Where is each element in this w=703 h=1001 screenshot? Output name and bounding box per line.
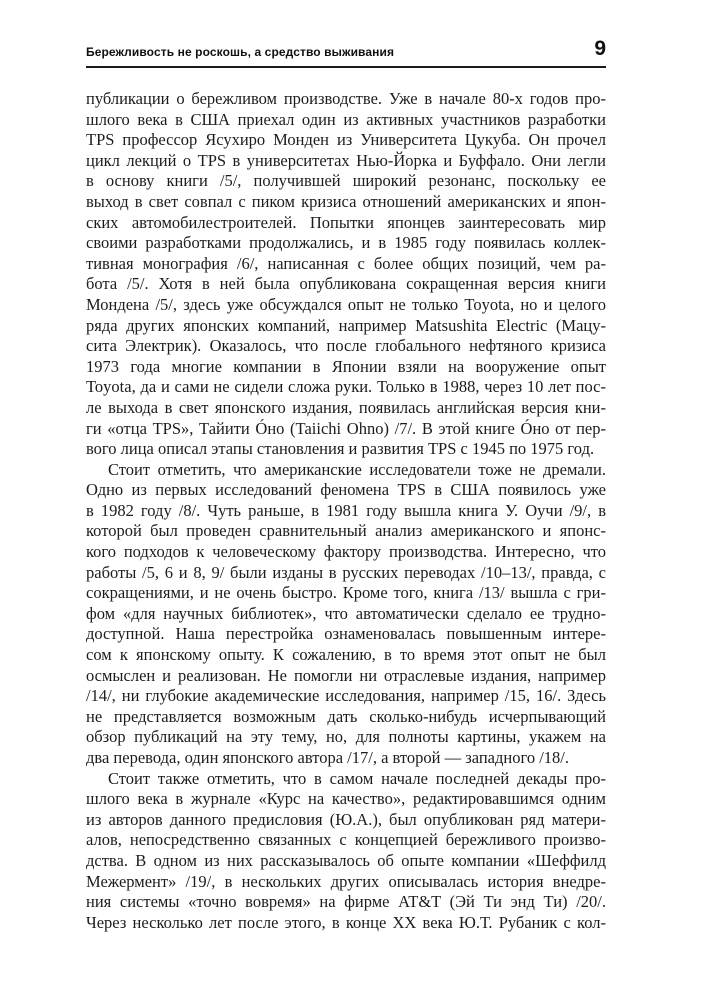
text-line: 1973 года многие компании в Японии взяли на вооружение опыт bbox=[86, 356, 606, 376]
text-line: алов, непосредственно связанных с концепцией бережливого произво- bbox=[86, 830, 606, 850]
text-line: ния системы «точно вовремя» на фирме AT&T (Эй Ти энд Ти) /20/. bbox=[86, 892, 606, 912]
text-line: работы /5, 6 и 8, 9/ были изданы в русских переводах /10–13/, правда, с bbox=[86, 562, 606, 582]
text-line: осмыслен и реализован. Не помогли ни отраслевые издания, например bbox=[86, 665, 606, 685]
page-number: 9 bbox=[594, 37, 606, 60]
text-line: Одно из первых исследований феномена TPS в США появилось уже bbox=[86, 480, 606, 500]
text-line: /14/, ни глубокие академические исследования, например /15, 16/. Здесь bbox=[86, 686, 606, 706]
text-line: Стоит также отметить, что в самом начале последней декады про- bbox=[108, 768, 606, 788]
text-line: Toyota, да и сами не сидели сложа руки. Только в 1988, через 10 лет пос- bbox=[86, 377, 606, 397]
text-line: ских автомобилестроителей. Попытки японцев заинтересовать мир bbox=[86, 212, 606, 232]
text-line: ряда других японских компаний, например Matsushita Electric (Мацу- bbox=[86, 315, 606, 335]
page-header bbox=[86, 34, 606, 62]
text-line: не представляется возможным дать сколько-нибудь исчерпывающий bbox=[86, 706, 606, 726]
text-line: в основу книги /5/, получившей широкий резонанс, поскольку ее bbox=[86, 171, 606, 191]
body-text bbox=[86, 89, 606, 933]
running-head: Бережливость не роскошь, а средство выживания bbox=[86, 45, 395, 59]
text-line: Стоит отметить, что американские исследователи тоже не дремали. bbox=[108, 459, 606, 479]
text-line: Через несколько лет после этого, в конце XX века Ю.Т. Рубаник с кол- bbox=[86, 912, 606, 932]
text-line: сом к японскому опыту. К сожалению, в то время этот опыт не был bbox=[86, 645, 606, 665]
text-line: два перевода, один японского автора /17/, а второй — западного /18/. bbox=[86, 748, 569, 767]
text-line: обзор публикаций на эту тему, но, для полноты картины, укажем на bbox=[86, 727, 606, 747]
header-rule bbox=[86, 66, 606, 68]
text-line: в 1982 году /8/. Чуть раньше, в 1981 году вышла книга У. Оучи /9/, в bbox=[86, 500, 606, 520]
text-line: сита Электрик). Оказалось, что после глобального нефтяного кризиса bbox=[86, 336, 606, 356]
text-line: шлого века в США приехал один из активных участников разработки bbox=[86, 109, 606, 129]
text-line: выход в свет совпал с пиком кризиса отношений американских и япон- bbox=[86, 191, 606, 211]
text-line: Межермент» /19/, в нескольких других описывалась история внедре- bbox=[86, 871, 606, 891]
text-line: шлого века в журнале «Курс на качество», редактировавшимся одним bbox=[86, 789, 606, 809]
text-line: из авторов данного предисловия (Ю.А.), был опубликован ряд матери- bbox=[86, 809, 606, 829]
text-line: ги «отца TPS», Тайити Óно (Taiichi Ohno) /7/. В этой книге Óно от пер- bbox=[86, 418, 606, 438]
text-line: публикации о бережливом производстве. Уже в начале 80-х годов про- bbox=[86, 89, 606, 108]
text-line: вого лица описал этапы становления и развития TPS с 1945 по 1975 год. bbox=[86, 439, 595, 459]
text-line: ле выхода в свет японского издания, появилась английская версия кни- bbox=[86, 397, 606, 417]
text-line: фом «для научных библиотек», что автоматически сделало ее трудно- bbox=[86, 603, 606, 623]
text-line: тивная монография /6/, написанная с более общих позиций, чем ра- bbox=[86, 253, 606, 273]
text-line: своими разработками продолжались, и в 1985 году появилась коллек- bbox=[86, 233, 606, 253]
text-line: кого подходов к человеческому фактору производства. Интересно, что bbox=[86, 542, 606, 562]
text-line: TPS профессор Ясухиро Монден из Университета Цукуба. Он прочел bbox=[86, 130, 606, 150]
text-line: Мондена /5/, здесь уже обсуждался опыт не только Toyota, но и целого bbox=[86, 294, 606, 314]
text-line: сокращениями, и не очень быстро. Кроме того, книга /13/ вышла с гри- bbox=[86, 583, 606, 603]
text-line: дства. В одном из них рассказывалось об опыте компании «Шеффилд bbox=[86, 850, 606, 870]
text-line: цикл лекций о TPS в университетах Нью-Йорка и Буффало. Они легли bbox=[86, 150, 606, 170]
text-line: которой был проведен сравнительный анализ американского и японс- bbox=[86, 521, 606, 541]
text-line: доступной. Наша перестройка ознаменовалась повышенным интере- bbox=[86, 624, 606, 644]
text-line: бота /5/. Хотя в ней была опубликована сокращенная версия книги bbox=[86, 274, 606, 294]
